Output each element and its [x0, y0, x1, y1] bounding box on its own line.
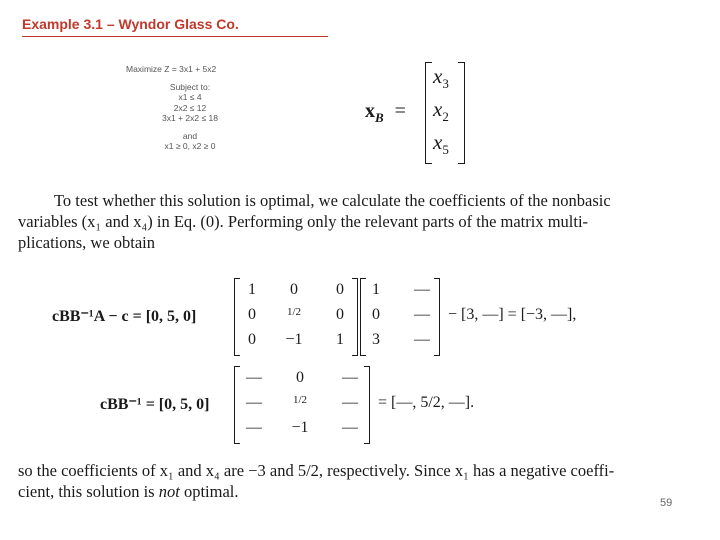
basis-vector-label: $x_B$ =: [365, 100, 406, 125]
nonnegativity-line: x1 ≥ 0, x2 ≥ 0: [164, 141, 216, 151]
constraint-2: 2x2 ≤ 12: [173, 102, 207, 113]
basis-entry: $x_3$: [433, 64, 449, 92]
equation2-lhs: cBB⁻¹ = [0, 5, 0]: [100, 396, 210, 413]
basis-vector: [425, 62, 465, 162]
matrix-b-inverse: 1 0 0 0 1/2 0 0 −1 1: [234, 278, 358, 354]
and-label: and: [182, 130, 198, 141]
subject-to-label: Subject to:: [169, 81, 211, 92]
explanation-paragraph: To test whether this solution is optimal, we calculate the coefficients of the nonbasic variables (x₁ and x₄) in Eq. (0). Performing only the relevant parts of the matrix multi- plications, we obtain: [18, 191, 611, 252]
equation1-rhs: − [3, —] = [−3, —],: [448, 306, 577, 323]
right-bracket: [458, 62, 465, 164]
page-number: 59: [660, 497, 673, 509]
equation2-rhs: = [—, 5/2, —].: [378, 394, 475, 411]
emphasis-not: not: [158, 482, 180, 501]
matrix-b-inverse-partial: — 0 — — 1/2 — — −1 —: [234, 366, 370, 442]
conclusion-paragraph: so the coefficients of x₁ and x₄ are −3 and 5/2, respectively. Since x₁ has a negative coeffi- cient, this solution is not optimal.: [18, 461, 615, 501]
objective-line: Maximize Z = 3x1 + 5x2: [126, 64, 217, 74]
constraint-1: x1 ≤ 4: [178, 92, 202, 102]
matrix-a-columns: 1 — 0 — 3 —: [360, 278, 440, 354]
lp-problem-statement: [120, 64, 260, 152]
title-underline: [22, 36, 328, 37]
constraint-3: 3x1 + 2x2 ≤ 18: [162, 113, 218, 123]
basis-entry: $x_5$: [433, 130, 449, 158]
equation1-lhs: cBB⁻¹A − c = [0, 5, 0]: [52, 308, 197, 325]
example-title: Example 3.1 – Wyndor Glass Co.: [22, 16, 239, 32]
basis-entry: $x_2$: [433, 97, 449, 125]
left-bracket: [425, 62, 432, 164]
